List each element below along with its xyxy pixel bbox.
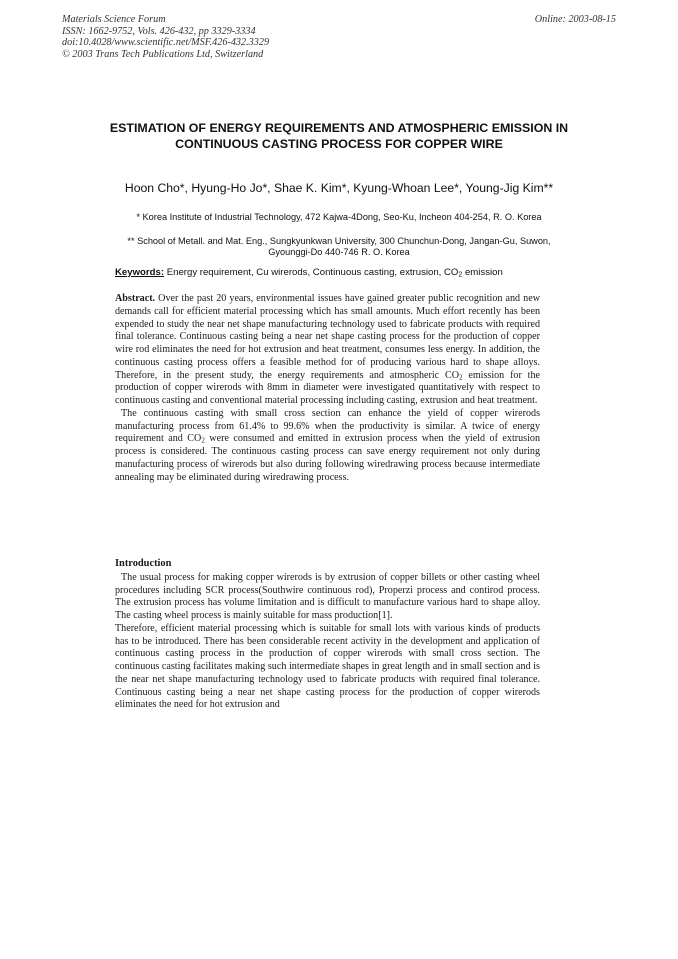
abstract-p2-text: The continuous casting with small cross section can enhance the yield of copper wirerods manufacturing process from 61.4% to 99.6% when the productivity is similar. A twice of energy requirement and CO [115,407,540,445]
abstract-paragraph-2 [115,408,540,485]
journal-name: Materials Science Forum [62,14,166,25]
issn-line: ISSN: 1662-9752, Vols. 426-432, pp 3329-3334 [62,25,256,37]
keywords-text: Energy requirement, Cu wirerods, Continuous casting, extrusion, CO [164,267,459,278]
keywords-text-end: emission [462,267,503,278]
abstract-subscript: 2 [459,373,463,381]
introduction-paragraph-2: Therefore, efficient material processing which is suitable for small lots with various kinds of products has to be introduced. There has been considerable recent activity in the development and application of continuous casting process in the production of copper wirerods with small cross section. The continuous casting facilitates making such intermediate shapes in great length and in small section and is the near net shape manufacturing technology used to fabricate products with required final tolerance. Continuous casting being a near net shape casting process for the production of copper wirerods eliminates the need for hot extrusion and [115,622,540,711]
abstract-label: Abstract. [115,293,156,304]
abstract-p2-text-cont: were consumed and emitted in extrusion process when the yield of extrusion process is considered. The continuous casting process can save energy requirement not only during manufacturing process of wirerods but also during following wiredrawing process because intermediate annealing may be eliminated during wiredrawing process. [115,433,540,483]
introduction-heading: Introduction [115,558,172,569]
journal-header [62,14,269,60]
abstract-section [115,293,540,484]
abstract-text: Over the past 20 years, environmental issues have gained greater public recognition and new demands call for efficient material processing which has small amounts. Much effort recently has been expended to study the near net shape manufacturing technology used to fabricate products with required final tolerance. Continuous casting being a near net shape casting process for the production of copper wire rod eliminates the need for hot extrusion and heat treatment, consumes less energy. In addition, the continuous casting process offers a feasible method for of producing various hard to shape alloys. Therefore, in the present study, the energy requirements and atmospheric CO [115,293,540,381]
author-list: Hoon Cho*, Hyung-Ho Jo*, Shae K. Kim*, Kyung-Whoan Lee*, Young-Jig Kim** [124,181,554,195]
keywords-subscript: 2 [458,271,463,279]
abstract-text-cont: emission for the production of copper wirerods with 8mm in diameter were investigated quantitatively with respect to continuous casting and conventional material processing including casting, extrusion and heat treatment. [115,369,541,406]
introduction-section [115,558,540,712]
doi-line: doi:10.4028/www.scientific.net/MSF.426-432.3329 [62,37,270,49]
abstract-p2-subscript: 2 [201,436,205,445]
keywords-line [115,267,565,279]
affiliation-second: ** School of Metall. and Mat. Eng., Sungkyunkwan University, 300 Chunchun-Dong, Jangan-Gu, Suwon, Gyounggi-Do 440-746 R. O. Korea [127,236,551,258]
affiliation-first: * Korea Institute of Industrial Technology, 472 Kajwa-4Dong, Seo-Ku, Incheon 404-254, R. O. Korea [136,212,542,222]
abstract-paragraph-1 [115,293,540,408]
introduction-paragraph-1: The usual process for making copper wirerods is by extrusion of copper billets or other casting wheel procedures including SCR process(Southwire continuous rod), Properzi process and contirod process. The extrusion process has volume limitation and is difficult to manufacture various hard to shape alloy. The casting wheel process is mainly suitable for mass production[1]. [115,571,540,621]
copyright-line: © 2003 Trans Tech Publications Ltd, Switzerland [62,48,264,60]
paper-title: ESTIMATION OF ENERGY REQUIREMENTS AND ATMOSPHERIC EMISSION IN CONTINUOUS CASTING PROCESS FOR COPPER WIRE [109,121,569,151]
online-date: Online: 2003-08-15 [534,14,616,25]
keywords-label: Keywords: [115,267,165,278]
